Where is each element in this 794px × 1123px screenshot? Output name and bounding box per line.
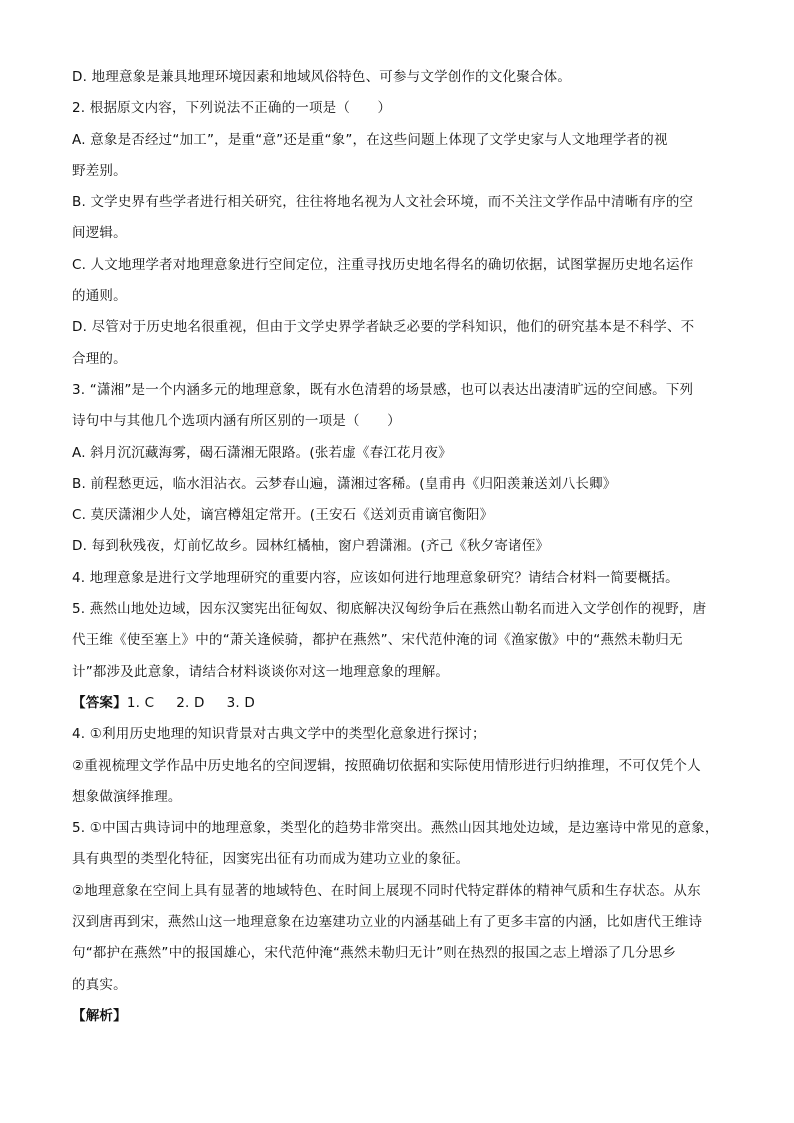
answer-text-line: 5. ①中国古典诗词中的地理意象，类型化的趋势非常突出。燕然山因其地处边域，是边塞诗中常见的意象， xyxy=(72,820,719,837)
text-line: 合理的。 xyxy=(72,350,127,367)
text-line: 代王维《使至塞上》中的“萧关逢候骑，都护在燕然”、宋代范仲淹的词《渔家傲》中的“燕然未勒归无 xyxy=(72,632,683,649)
question-4-stem: 4. 地理意象是进行文学地理研究的重要内容，应该如何进行地理意象研究？请结合材料一简要概括。 xyxy=(72,569,679,586)
answer-text-line: 句“都护在燕然”中的报国雄心，宋代范仲淹“燕然未勒归无计”则在热烈的报国之志上增添了几分思乡 xyxy=(72,945,677,962)
answer-label: 【答案】 xyxy=(72,694,127,711)
text-line: 计”都涉及此意象，请结合材料谈谈你对这一地理意象的理解。 xyxy=(72,663,450,680)
text-line: B. 前程愁更远，临水泪沾衣。云梦春山遍，潇湘过客稀。(皇甫冉《归阳羡兼送刘八长卿》 xyxy=(72,475,617,492)
answer-line xyxy=(72,688,740,719)
text-line: A. 意象是否经过“加工”，是重“意”还是重“象”，在这些问题上体现了文学史家与人文地理学者的视 xyxy=(72,131,668,148)
text-line: D. 尽管对于历史地名很重视，但由于文学史界学者缺乏必要的学科知识，他们的研究基本是不科学、不 xyxy=(72,319,695,336)
text-line: D. 每到秋残夜，灯前忆故乡。园林红橘柚，窗户碧潇湘。(齐己《秋夕寄诸侄》 xyxy=(72,538,550,555)
answer-item: 1. C xyxy=(126,694,155,711)
text-line: D. 地理意象是兼具地理环境因素和地域风俗特色、可参与文学创作的文化聚合体。 xyxy=(72,69,572,85)
text-line: C. 人文地理学者对地理意象进行空间定位，注重寻找历史地名得名的确切依据，试图掌握历史地名运作 xyxy=(72,256,694,273)
text-line: 的通则。 xyxy=(72,288,127,305)
text-line: A. 斜月沉沉藏海雾，碣石潇湘无限路。(张若虚《春江花月夜》 xyxy=(72,444,452,461)
text-line: B. 文学史界有些学者进行相关研究，往往将地名视为人文社会环境，而不关注文学作品中清晰有序的空 xyxy=(72,194,694,211)
answer-text-line: ②重视梳理文学作品中历史地名的空间逻辑，按照确切依据和实际使用情形进行归纳推理，不可仅凭个人 xyxy=(72,757,701,774)
answer-text-line: 的真实。 xyxy=(72,976,127,993)
answer-text-line: 汉到唐再到宋，燕然山这一地理意象在边塞建功立业的内涵基础上有了更多丰富的内涵，比如唐代王维诗 xyxy=(72,914,703,931)
text-line: 诗句中与其他几个选项内涵有所区别的一项是（ ） xyxy=(72,413,401,430)
text-line: 野差别。 xyxy=(72,162,127,179)
answer-text-line: 想象做演绎推理。 xyxy=(72,788,182,805)
answer-item: 3. D xyxy=(226,694,255,711)
text-line: 间逻辑。 xyxy=(72,225,127,242)
answer-text-line: ②地理意象在空间上具有显著的地域特色、在时间上展现不同时代特定群体的精神气质和生存状态。从东 xyxy=(72,882,701,899)
analysis-label: 【解析】 xyxy=(72,1007,127,1024)
question-3-stem: 3. “潇湘”是一个内涵多元的地理意象，既有水色清碧的场景感，也可以表达出凄清旷远的空间感。下列 xyxy=(72,381,694,398)
answer-text-line: 4. ①利用历史地理的知识背景对古典文学中的类型化意象进行探讨； xyxy=(72,726,486,743)
question-2-stem: 2. 根据原文内容，下列说法不正确的一项是（ ） xyxy=(72,100,392,117)
answer-item: 2. D xyxy=(176,694,205,711)
document-page xyxy=(72,62,740,1032)
question-5-stem: 5. 燕然山地处边域，因东汉窦宪出征匈奴、彻底解决汉匈纷争后在燕然山勒名而进入文学创作的视野，唐 xyxy=(72,601,707,618)
text-line: C. 莫厌潇湘少人处，谪宫樽俎定常开。(王安石《送刘贡甫谪官衡阳》 xyxy=(72,507,494,524)
answer-text-line: 具有典型的类型化特征，因窦宪出征有功而成为建功立业的象征。 xyxy=(72,851,470,868)
